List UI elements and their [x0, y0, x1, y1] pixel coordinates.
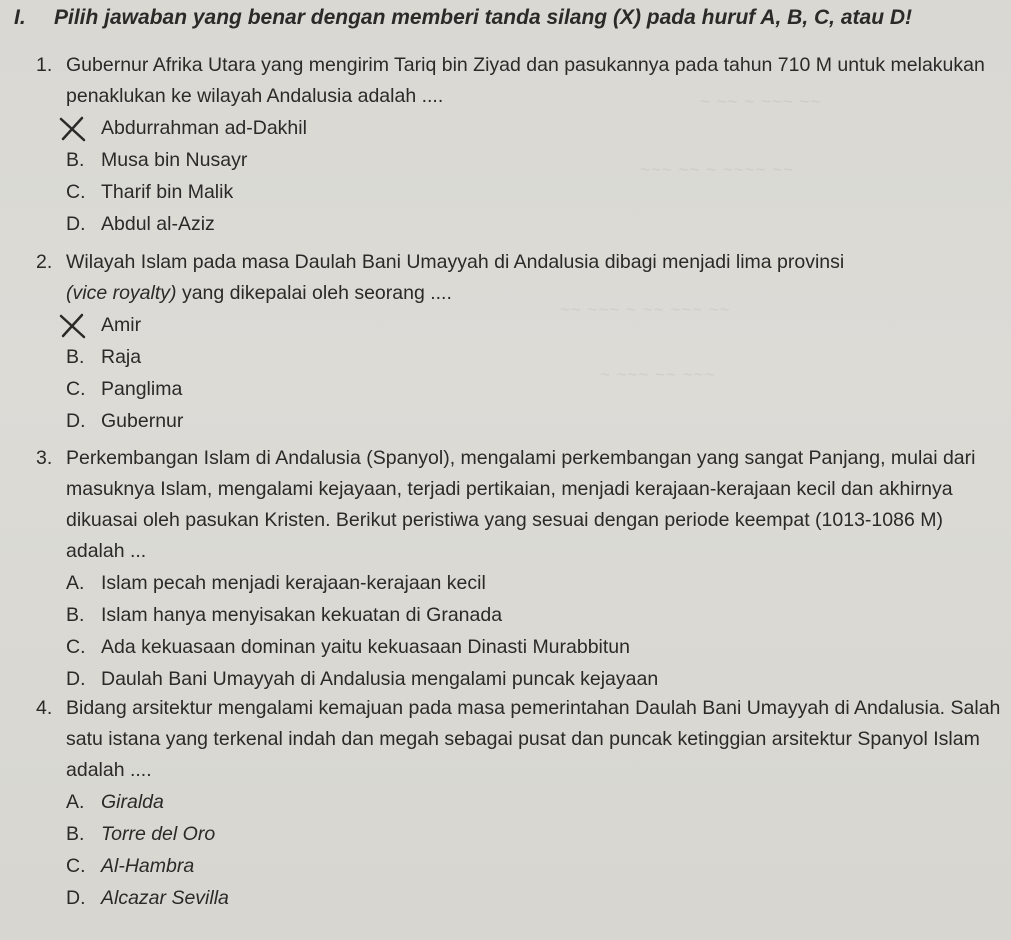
option-text: Amir	[101, 314, 142, 336]
bleed-through-texture: ~~~ ~~ ~ ~~~~ ~~	[640, 160, 795, 179]
option-letter: D.	[66, 887, 86, 909]
option-text: Gubernur	[101, 410, 184, 432]
option-c[interactable]	[66, 850, 1001, 882]
option-c[interactable]	[66, 176, 1001, 208]
option-letter: B.	[66, 149, 85, 171]
option-b[interactable]	[66, 144, 1001, 176]
instruction-header	[14, 6, 1004, 30]
option-b[interactable]	[66, 818, 1001, 850]
question-text: Bidang arsitektur mengalami kemajuan pada masa pemerintahan Daulah Bani Umayyah di Andalusia. Salah satu istana yang terkenal indah dan megah sebagai pusat dan puncak ketinggian arsitektur Spanyol Islam adalah ....	[66, 697, 1001, 781]
question-1	[36, 50, 1001, 240]
question-text	[66, 247, 1001, 309]
section-number: I.	[14, 6, 26, 29]
question-3	[36, 443, 1001, 695]
question-number: 4.	[36, 697, 53, 719]
bleed-through-texture: ~~ ~~~ ~ ~~ ~~~ ~~	[560, 300, 731, 319]
option-letter: D.	[66, 213, 86, 235]
option-text: Islam pecah menjadi kerajaan-kerajaan kecil	[101, 572, 486, 594]
bleed-through-texture: ~ ~~~ ~~ ~~~	[600, 365, 716, 384]
option-text: Raja	[101, 346, 142, 368]
option-text: Al-Hambra	[101, 855, 195, 877]
option-letter: B.	[66, 823, 85, 845]
question-number: 1.	[36, 54, 53, 76]
option-d[interactable]	[66, 663, 1001, 695]
option-text: Daulah Bani Umayyah di Andalusia mengalami puncak kejayaan	[101, 668, 659, 690]
option-b[interactable]	[66, 599, 1001, 631]
option-c[interactable]	[66, 373, 1001, 405]
option-c[interactable]	[66, 631, 1001, 663]
option-text: Panglima	[101, 378, 183, 400]
question-text: Perkembangan Islam di Andalusia (Spanyol), mengalami perkembangan yang sangat Panjang, mulai dari masuknya Islam, mengalami kejayaan, terjadi pertikaian, menjadi kerajaan-kerajaan kecil dan akhirnya dikuasai oleh pasukan Kristen. Berikut peristiwa yang sesuai dengan periode keempat (1013-1086 M) adalah ...	[66, 447, 976, 562]
question-text: Gubernur Afrika Utara yang mengirim Tariq bin Ziyad dan pasukannya pada tahun 710 M untuk melakukan penaklukan ke wilayah Andalusia adalah ....	[66, 54, 985, 107]
option-a[interactable]	[66, 786, 1001, 818]
bleed-through-texture: ~ ~~ ~ ~~~ ~~	[700, 92, 822, 111]
question-text-italic: (vice royalty)	[66, 282, 177, 304]
option-d[interactable]	[66, 882, 1001, 914]
instruction-text: Pilih jawaban yang benar dengan memberi tanda silang (X) pada huruf A, B, C, atau D!	[54, 6, 913, 29]
option-b[interactable]	[66, 341, 1001, 373]
option-text: Torre del Oro	[101, 823, 216, 845]
cross-mark-icon	[58, 116, 88, 142]
option-letter: A.	[66, 572, 85, 594]
option-letter: B.	[66, 346, 85, 368]
option-letter: C.	[66, 378, 86, 400]
option-a[interactable]	[66, 567, 1001, 599]
question-text-tail: yang dikepalai oleh seorang ....	[176, 282, 452, 304]
option-text: Giralda	[101, 791, 164, 813]
option-letter: C.	[66, 636, 86, 658]
question-4	[36, 693, 1001, 914]
option-text: Abdurrahman ad-Dakhil	[101, 117, 307, 139]
question-2	[36, 247, 1001, 437]
option-text: Abdul al-Aziz	[101, 213, 215, 235]
option-d[interactable]	[66, 405, 1001, 437]
option-text: Islam hanya menyisakan kekuatan di Granada	[101, 604, 503, 626]
option-letter: C.	[66, 181, 86, 203]
question-number: 3.	[36, 447, 53, 469]
option-text: Ada kekuasaan dominan yaitu kekuasaan Dinasti Murabbitun	[101, 636, 630, 658]
question-number: 2.	[36, 251, 53, 273]
option-letter: C.	[66, 855, 86, 877]
option-a[interactable]	[66, 309, 1001, 341]
option-d[interactable]	[66, 208, 1001, 240]
cross-mark-icon	[58, 313, 88, 339]
option-text: Tharif bin Malik	[101, 181, 234, 203]
option-letter: A.	[66, 791, 85, 813]
option-text: Alcazar Sevilla	[101, 887, 229, 909]
option-letter: D.	[66, 410, 86, 432]
option-a[interactable]	[66, 112, 1001, 144]
option-letter: D.	[66, 668, 86, 690]
option-text: Musa bin Nusayr	[101, 149, 248, 171]
option-letter: B.	[66, 604, 85, 626]
question-text-main: Wilayah Islam pada masa Daulah Bani Umayyah di Andalusia dibagi menjadi lima provinsi	[66, 251, 845, 273]
